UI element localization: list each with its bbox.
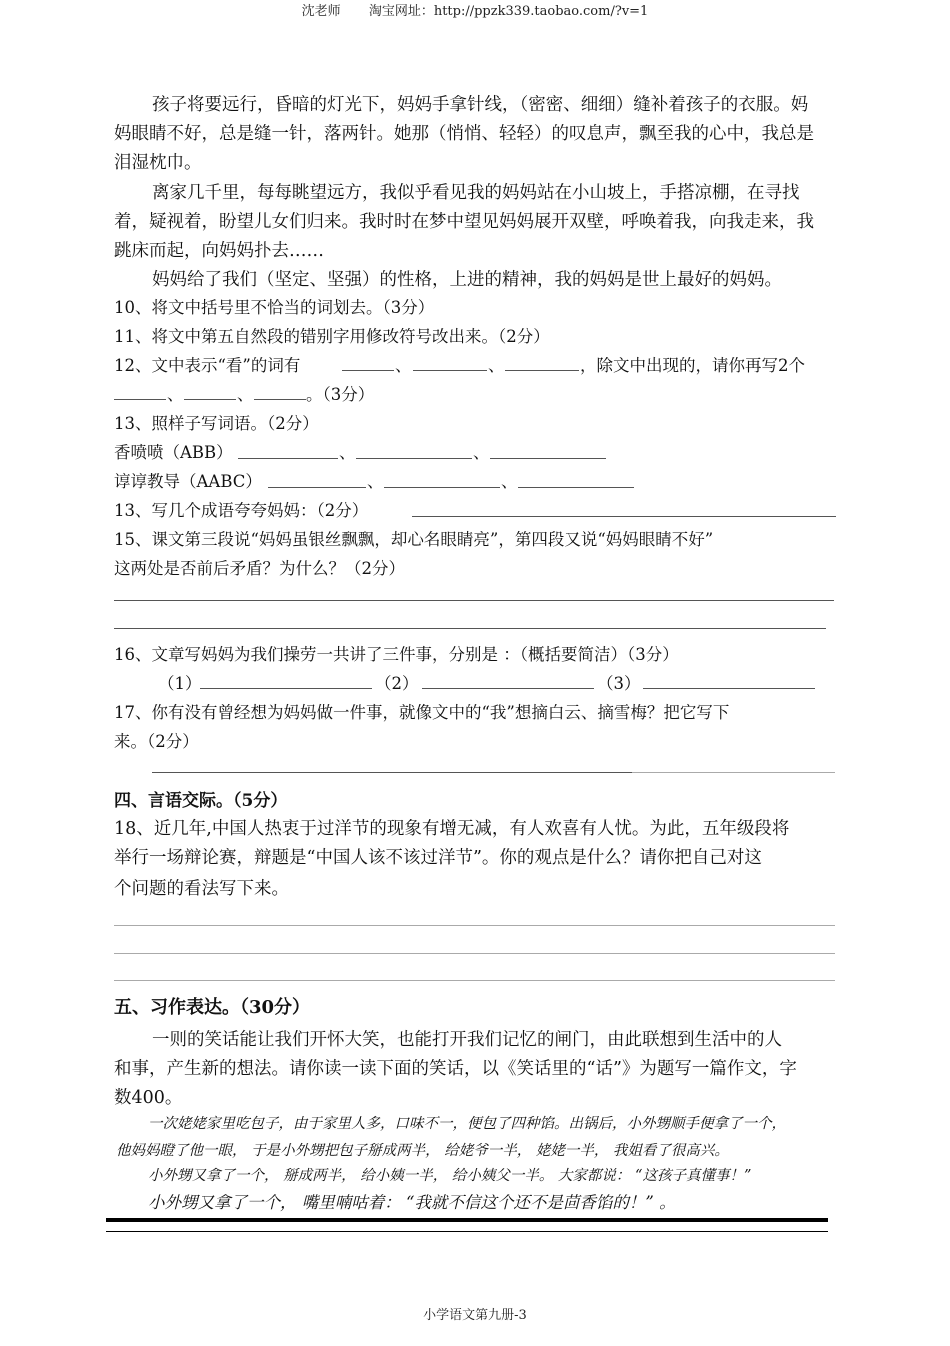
question-18-line: 18、近几年,中国人热衷于过洋节的现象有增无减，有人欢喜有人忧。为此，五年级段将 bbox=[114, 819, 790, 839]
answer-blank[interactable] bbox=[238, 458, 338, 459]
answer-blank[interactable] bbox=[384, 487, 500, 488]
prompt-line: 一则的笑话能让我们开怀大笑，也能打开我们记忆的闸门，由此联想到生活中的人 bbox=[152, 1030, 782, 1050]
question-11: 11、将文中第五自然段的错别字用修改符号改出来。（2分） bbox=[114, 327, 550, 346]
separator: 、 bbox=[395, 356, 412, 375]
question-13a-example-1: 香喷喷（ABB） bbox=[114, 443, 233, 462]
question-13a: 13、照样子写词语。（2分） bbox=[114, 414, 319, 433]
passage-line: 跳床而起，向妈妈扑去…… bbox=[114, 241, 324, 261]
answer-blank[interactable] bbox=[518, 487, 634, 488]
question-18-line: 个问题的看法写下来。 bbox=[114, 879, 289, 899]
section-5-title: 五、习作表达。（30分） bbox=[114, 997, 311, 1018]
story-line: 小外甥又拿了一个， 掰成两半， 给小姨一半， 给小姨父一半。 大家都说： “这孩子真懂事！” bbox=[148, 1168, 752, 1184]
answer-line[interactable] bbox=[114, 600, 834, 601]
prompt-line: 和事，产生新的想法。请你读一读下面的笑话，以《笑话里的“话”》为题写一篇作文，字 bbox=[114, 1059, 797, 1079]
answer-blank[interactable] bbox=[200, 688, 372, 689]
answer-line[interactable] bbox=[114, 980, 835, 981]
question-12-mid: ，除文中出现的，请你再写2个 bbox=[580, 356, 805, 375]
separator: 、 bbox=[339, 443, 356, 462]
question-15-line: 15、课文第三段说“妈妈虽银丝飘飘，却心名眼睛亮”，第四段又说“妈妈眼睛不好” bbox=[114, 530, 714, 549]
answer-blank[interactable] bbox=[422, 688, 594, 689]
question-16: 16、文章写妈妈为我们操劳一共讲了三件事，分别是 ：（概括要简洁）（3分） bbox=[114, 645, 679, 664]
footer-divider-thick bbox=[106, 1218, 828, 1222]
page-footer: 小学语文第九册-3 bbox=[423, 1308, 527, 1323]
passage-line: 着，疑视着，盼望儿女们归来。我时时在梦中望见妈妈展开双壁，呼唤着我，向我走来，我 bbox=[114, 212, 814, 232]
footer-divider-thin bbox=[106, 1231, 828, 1232]
question-15-line: 这两处是否前后矛盾？为什么？（2分） bbox=[114, 559, 405, 578]
answer-blank[interactable] bbox=[412, 516, 836, 517]
answer-blank[interactable] bbox=[254, 399, 306, 400]
separator: 、 bbox=[167, 385, 184, 404]
answer-line[interactable] bbox=[114, 628, 826, 629]
passage-line: 孩子将要远行，昏暗的灯光下，妈妈手拿针线，（密密、细细）缝补着孩子的衣服。妈 bbox=[152, 95, 809, 115]
answer-blank[interactable] bbox=[114, 399, 166, 400]
answer-blank[interactable] bbox=[643, 688, 815, 689]
separator: 、 bbox=[237, 385, 254, 404]
question-12-end: 。（3分） bbox=[306, 385, 375, 404]
passage-line: 离家几千里，每每眺望远方，我似乎看见我的妈妈站在小山坡上，手搭凉棚，在寻找 bbox=[152, 183, 800, 203]
passage-line: 泪湿枕巾。 bbox=[114, 153, 202, 173]
answer-blank[interactable] bbox=[268, 487, 366, 488]
answer-blank[interactable] bbox=[342, 370, 394, 371]
passage-line: 妈眼睛不好，总是缝一针，落两针。她那（悄悄、轻轻）的叹息声，飘至我的心中，我总是 bbox=[114, 124, 814, 144]
answer-line[interactable] bbox=[152, 772, 632, 773]
separator: 、 bbox=[367, 472, 384, 491]
question-12-start: 12、文中表示“看”的词有 bbox=[114, 356, 301, 375]
item-label: （3） bbox=[597, 674, 641, 693]
answer-line[interactable] bbox=[632, 772, 835, 773]
story-line: 一次姥姥家里吃包子，由于家里人多，口味不一，便包了四种馅。出锅后，小外甥顺手便拿了一个， bbox=[148, 1116, 786, 1132]
answer-line[interactable] bbox=[114, 925, 835, 926]
question-10: 10、将文中括号里不恰当的词划去。（3分） bbox=[114, 298, 435, 317]
answer-line[interactable] bbox=[114, 953, 835, 954]
separator: 、 bbox=[473, 443, 490, 462]
passage-line: 妈妈给了我们（坚定、坚强）的性格，上进的精神，我的妈妈是世上最好的妈妈。 bbox=[152, 270, 782, 290]
separator: 、 bbox=[488, 356, 505, 375]
item-label: （2） bbox=[375, 674, 419, 693]
section-4-title: 四、言语交际。（5分） bbox=[114, 791, 288, 811]
story-line: 小外甥又拿了一个， 嘴里喃咕着： “我就不信这个还不是茴香馅的！” 。 bbox=[148, 1193, 676, 1212]
header-shop-url: 淘宝网址：http://ppzk339.taobao.com/?v=1 bbox=[368, 4, 649, 19]
separator: 、 bbox=[501, 472, 518, 491]
question-18-line: 举行一场辩论赛，辩题是“中国人该不该过洋节”。你的观点是什么？请你把自己对这 bbox=[114, 848, 762, 868]
answer-blank[interactable] bbox=[356, 458, 472, 459]
prompt-line: 数400。 bbox=[114, 1088, 183, 1108]
story-line: 他妈妈瞪了他一眼， 于是小外甥把包子掰成两半， 给姥爷一半， 姥姥一半， 我姐看了很高兴。 bbox=[116, 1143, 729, 1159]
answer-blank[interactable] bbox=[505, 370, 579, 371]
question-13a-example-2: 谆谆教导（AABC） bbox=[114, 472, 262, 491]
question-13b: 13、写几个成语夸夸妈妈：（2分） bbox=[114, 501, 369, 520]
item-label: （1） bbox=[158, 674, 202, 693]
answer-blank[interactable] bbox=[490, 458, 606, 459]
question-17-line: 17、你有没有曾经想为妈妈做一件事，就像文中的“我”想摘白云、摘雪梅？把它写下 bbox=[114, 703, 730, 722]
question-17-line: 来。（2分） bbox=[114, 732, 199, 751]
page-header bbox=[0, 0, 950, 19]
answer-blank[interactable] bbox=[184, 399, 236, 400]
answer-blank[interactable] bbox=[413, 370, 487, 371]
header-author: 沈老师 bbox=[301, 4, 341, 19]
